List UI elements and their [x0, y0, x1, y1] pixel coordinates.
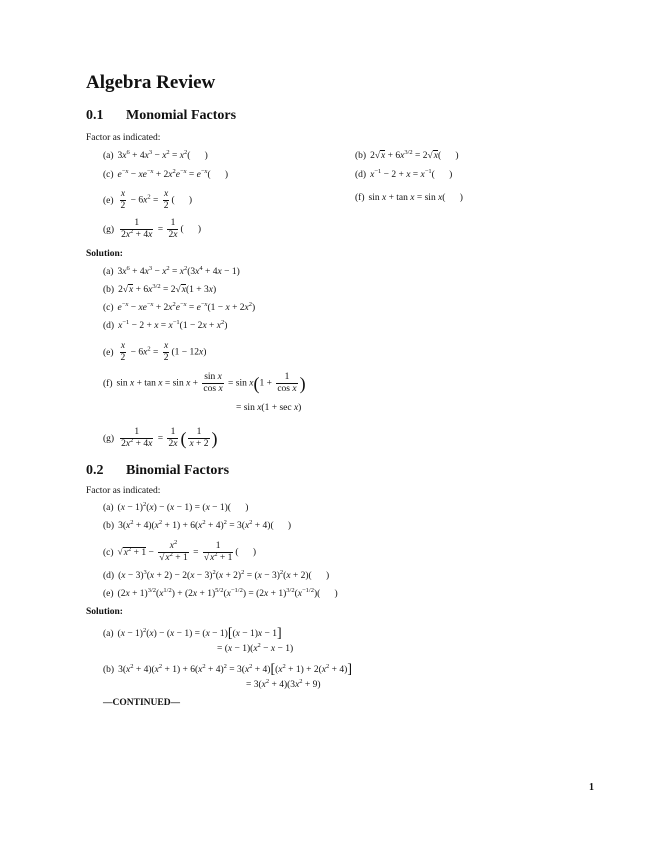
- item-label: (d): [103, 321, 115, 331]
- section-heading-monomial: [86, 108, 236, 124]
- item-label: (c): [103, 547, 114, 558]
- item-label: (e): [103, 195, 114, 206]
- page-title: Algebra Review: [86, 72, 216, 93]
- problem-c: (c) $e^{-x} - xe^{-x} + 2x^2e^{-x} = e^{-x}$( ): [103, 168, 229, 180]
- problem-2b: (b) $3(x^2 + 4)(x^2 + 1) + 6(x^2 + 4)^2 = 3(x^2 + 4)$( ): [103, 519, 292, 531]
- item-label: (c): [103, 303, 114, 313]
- item-label: (b): [103, 665, 115, 675]
- item-label: (d): [355, 170, 367, 180]
- instruction-text: Factor as indicated:: [86, 133, 161, 143]
- item-label: (e): [103, 347, 114, 358]
- item-label: (b): [103, 285, 115, 295]
- item-label: (a): [103, 267, 114, 277]
- item-label: (f): [355, 193, 365, 203]
- item-label: (c): [103, 170, 114, 180]
- problem-2d: (d) $(x - 3)^3(x + 2) - 2(x - 3)^2(x + 2)^2 = (x - 3)^2(x + 2)$( ): [103, 569, 330, 581]
- solution-heading: Solution:: [86, 607, 123, 617]
- problem-2a: (a) $(x - 1)^2(x) - (x - 1) = (x - 1)$( ): [103, 501, 249, 513]
- section-number: 0.1: [86, 108, 104, 123]
- solution-2a-line2: = $(x - 1)(x^2 - x - 1)$: [217, 642, 294, 654]
- continued-note: —CONTINUED—: [103, 698, 181, 708]
- solution-2b: (b) $3(x^2 + 4)(x^2 + 1) + 6(x^2 + 4)^2 = 3(x^2 + 4)[(x^2 + 1) + 2(x^2 + 4)]$: [103, 662, 352, 677]
- item-label: (b): [355, 151, 367, 161]
- section-title: Monomial Factors: [126, 108, 237, 123]
- problem-d: (d) $x^{-1} - 2 + x = x^{-1}$( ): [355, 168, 453, 180]
- problem-g: (g) $\frac{1}{2x^2 + 4x}$ = $\frac{1}{2x}$ ( ): [103, 218, 202, 240]
- problem-a: (a) $3x^6 + 4x^3 - x^2 = x^2$( ): [103, 149, 208, 161]
- item-label: (b): [103, 521, 115, 531]
- solution-g: (g) $\frac{1}{2x^2 + 4x}$ = $\frac{1}{2x}$ ( $\frac{1}{x + 2}$ ): [103, 427, 218, 449]
- item-label: (g): [103, 433, 115, 444]
- page-number: 1: [589, 782, 594, 793]
- item-label: (a): [103, 151, 114, 161]
- problem-2c: (c) $√x^2 + 1$ − $\frac{x^2}{√x^2 + 1}$ = $\frac{1}{√x^2 + 1}$ ( ): [103, 539, 256, 563]
- item-label: (d): [103, 571, 115, 581]
- item-label: (g): [103, 224, 115, 235]
- solution-f: (f) sin x + tan x = sin x + $\frac{\text{sin x}}{\text{cos x}}$ = sin x(1 + $\frac{1}{\text{cos x}}$ ): [103, 372, 306, 394]
- problem-e: (e) $\frac{x}{2}$ − $6x^2$ = $\frac{x}{2}$ ( ): [103, 189, 193, 211]
- solution-heading: Solution:: [86, 249, 123, 259]
- item-label: (e): [103, 589, 114, 599]
- item-label: (a): [103, 629, 114, 639]
- section-heading-binomial: [86, 463, 229, 479]
- solution-f-line2: = sin x(1 + sec x): [236, 403, 302, 413]
- solution-d: (d) $x^{-1} - 2 + x = x^{-1}(1 - 2x + x^2)$: [103, 319, 228, 331]
- problem-2e: (e) $(2x + 1)^{3/2}(x^{1/2}) + (2x + 1)^{5/2}(x^{-1/2}) = (2x + 1)^{3/2}(x^{-1/2})$( ): [103, 587, 338, 599]
- section-title: Binomial Factors: [126, 463, 230, 478]
- solution-e: (e) $\frac{x}{2}$ − $6x^2$ = $\frac{x}{2}$ (1 − 12x): [103, 341, 207, 363]
- solution-2b-line2: = $3(x^2 + 4)(3x^2 + 9)$: [246, 678, 321, 690]
- problem-b: (b) $2√x + 6x^{3/2} = 2√x$( ): [355, 149, 459, 161]
- instruction-text: Factor as indicated:: [86, 486, 161, 496]
- solution-b: (b) $2√x + 6x^{3/2} = 2√x(1 + 3x)$: [103, 283, 217, 295]
- problem-f: (f) sin x + tan x = sin x( ): [355, 193, 463, 203]
- section-number: 0.2: [86, 463, 104, 478]
- solution-2a: (a) $(x - 1)^2(x) - (x - 1) = (x - 1)[(x - 1)x - 1]$: [103, 626, 282, 641]
- solution-c: (c) $e^{-x} - xe^{-x} + 2x^2e^{-x} = e^{-x}(1 - x + 2x^2)$: [103, 301, 256, 313]
- item-label: (f): [103, 378, 113, 389]
- solution-a: (a) $3x^6 + 4x^3 - x^2 = x^2(3x^4 + 4x - 1)$: [103, 265, 240, 277]
- item-label: (a): [103, 503, 114, 513]
